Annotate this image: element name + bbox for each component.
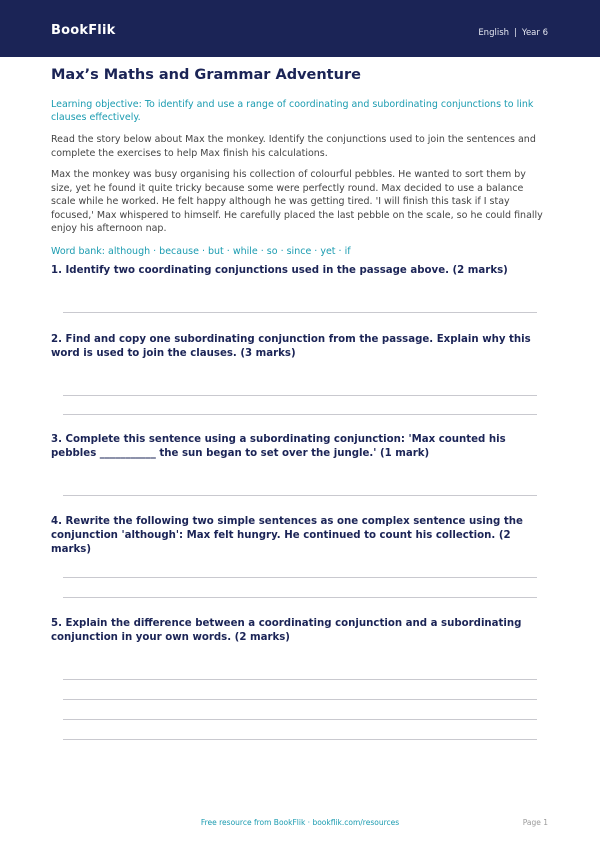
answer-line[interactable]	[63, 495, 537, 496]
page-header	[0, 0, 600, 57]
instructions-paragraph: Read the story below about Max the monkey. Identify the conjunctions used to join the sentences and complete the exercises to help Max finish his calculations.	[51, 134, 536, 159]
page-number: Page 1	[522, 818, 548, 827]
answer-line[interactable]	[63, 597, 537, 598]
answer-line[interactable]	[63, 414, 537, 415]
brand-logo[interactable]: BookFlik	[51, 23, 116, 38]
answer-line[interactable]	[63, 312, 537, 313]
worksheet-title: Max’s Maths and Grammar Adventure	[51, 67, 361, 83]
year-label: Year 6	[521, 28, 548, 38]
answer-line[interactable]	[63, 739, 537, 740]
question-5: 5. Explain the difference between a coordinating conjunction and a subordinating conjunction in your own words. (2 marks)	[51, 618, 522, 643]
header-meta	[478, 28, 548, 38]
meta-separator: |	[514, 28, 517, 38]
answer-line[interactable]	[63, 679, 537, 680]
footer-credit[interactable]: Free resource from BookFlik · bookflik.com/resources	[200, 818, 400, 827]
story-passage: Max the monkey was busy organising his collection of colourful pebbles. He wanted to sort them by size, yet he found it quite tricky because some were perfectly round. Max decided to use a balance scale while he worked. He felt happy although he was getting tired. 'I will finish this task if I stay focused,' Max whispered to himself. He carefully placed the last pebble on the scale, so he could finally enjoy his afternoon nap.	[51, 169, 543, 234]
answer-line[interactable]	[63, 719, 537, 720]
question-2: 2. Find and copy one subordinating conjunction from the passage. Explain why this word is used to join the clauses. (3 marks)	[51, 334, 531, 359]
worksheet-intro	[51, 66, 548, 258]
question-1: 1. Identify two coordinating conjunctions used in the passage above. (2 marks)	[51, 265, 508, 276]
question-3: 3. Complete this sentence using a subordinating conjunction: 'Max counted his pebbles ___________ the sun began to set over the jungle.' (1 mark)	[51, 434, 506, 459]
learning-objective: Learning objective: To identify and use a range of coordinating and subordinating conjunctions to link clauses effectively.	[51, 99, 534, 123]
answer-line[interactable]	[63, 395, 537, 396]
question-4: 4. Rewrite the following two simple sentences as one complex sentence using the conjunction 'although': Max felt hungry. He continued to count his collection. (2 marks)	[51, 516, 523, 555]
subject-label: English	[478, 28, 510, 38]
answer-line[interactable]	[63, 699, 537, 700]
answer-line[interactable]	[63, 577, 537, 578]
word-bank: Word bank: although · because · but · while · so · since · yet · if	[51, 245, 351, 257]
